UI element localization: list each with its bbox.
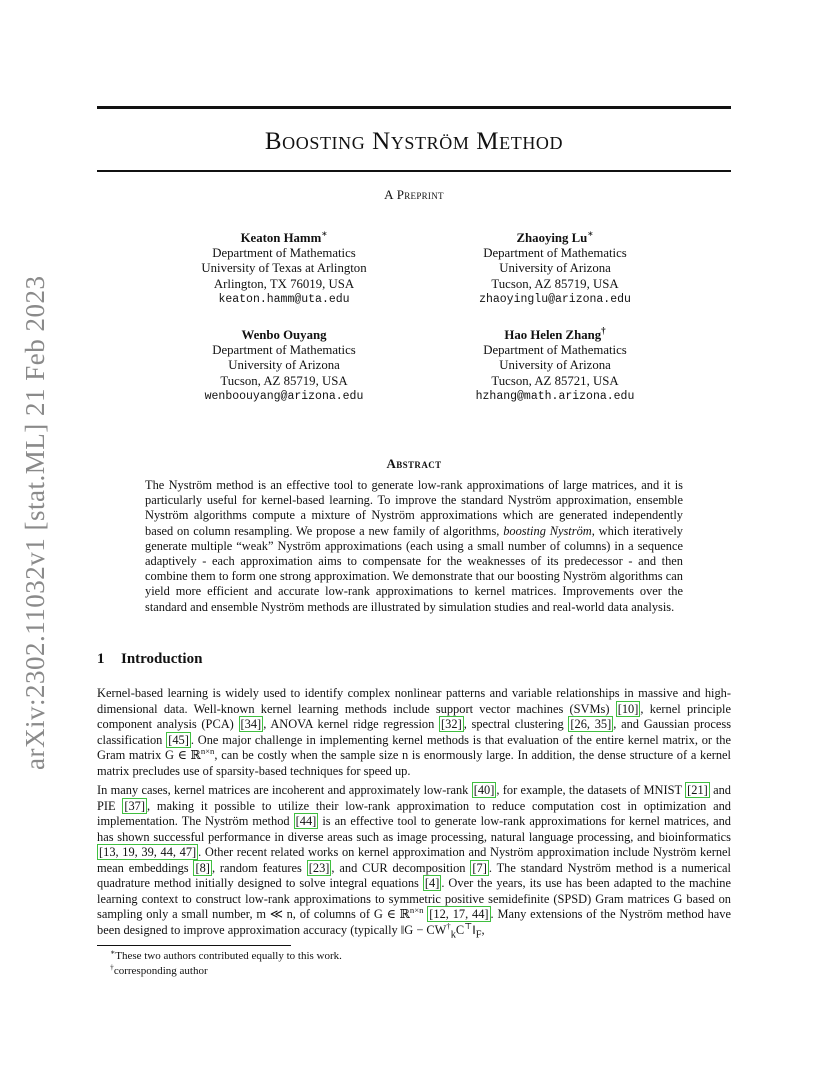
author-university: University of Arizona — [499, 358, 611, 373]
paper-title: Boosting Nyström Method — [264, 128, 564, 155]
author-block — [425, 325, 685, 404]
section-number: 1 — [97, 651, 105, 667]
author-department: Department of Mathematics — [483, 246, 627, 261]
footnote-rule — [97, 945, 291, 946]
citation-link[interactable]: [45] — [168, 732, 189, 747]
author-university: University of Arizona — [499, 261, 611, 276]
body-paragraph: In many cases, kernel matrices are incoherent and approximately low-rank [40] , for example, the datasets of MNIST [21] and PIE [37] , making it possible to utilize their low-rank approximation to reduce computation cost in optimization and implementation. The Nyström method [44] is an effective tool to generate low-rank approximations for kernel matrices, and has shown successful performance in diverse areas such as image processing, natural language processing, and bioinformatics [13, 19, 39, 44, 47] . Other recent related works on kernel approximation and Nyström approximation include Nyström kernel mean embeddings [8] , random features [23] , and CUR decomposition [7] . The standard Nyström method is a numerical quadrature method initially designed to solve integral equations [4] . Over the years, its use has been adapted to the machine learning context to construct low-rank approximations to symmetric positive semidefinite (SPSD) Gram matrices G based on sampling only a small number, m ≪ n, of columns of G ∈ ℝ$^{n\times n}$ [12, 17, 44] . Many extensions of the Nyström method have been designed to improve approximation accuracy (typically ‖G − $CW^\dagger_kC^⊤‖_F$, — [97, 783, 731, 940]
citation-link[interactable]: [37] — [124, 798, 145, 813]
author-name: Keaton Hamm∗ — [240, 228, 328, 245]
section-title: Introduction — [121, 651, 203, 667]
preprint-label: A Preprint — [384, 187, 444, 202]
footnote: †corresponding author — [110, 962, 208, 977]
author-email[interactable]: keaton.hamm@uta.edu — [218, 292, 350, 306]
author-block — [425, 228, 685, 307]
citation-link[interactable]: [34] — [240, 717, 262, 731]
citation-link[interactable]: [7] — [472, 860, 487, 875]
citation-link[interactable]: [21] — [687, 783, 708, 797]
section-heading — [97, 651, 202, 668]
citation-link[interactable]: [4] — [424, 876, 440, 890]
author-university: University of Arizona — [228, 358, 340, 373]
author-email[interactable]: wenboouyang@arizona.edu — [204, 389, 364, 403]
citation-link[interactable]: [32] — [441, 717, 462, 731]
author-block — [154, 228, 414, 307]
body-paragraph: Kernel-based learning is widely used to identify complex nonlinear patterns and variable relationships in massive and high-dimensional data. Well-known kernel learning methods include support vector machines (SVMs) [10] , kernel principle component analysis (PCA) [34] , ANOVA kernel ridge regression [32] , spectral clustering [26, 35] , and Gaussian process classification [45] . One major challenge in implementing kernel methods is that evaluation of the entire kernel matrix, or the Gram matrix G ∈ ℝ$^{n\times n}$, can be costly when the sample size n is enormously large. In addition, the dense structure of a kernel matrix precludes use of sparsity-based techniques for speed up. — [97, 686, 732, 778]
author-block — [154, 328, 414, 404]
author-email[interactable]: zhaoyinglu@arizona.edu — [479, 292, 631, 306]
citation-link[interactable]: [13, 19, 39, 44, 47] — [99, 845, 197, 859]
title-rule-top — [97, 106, 731, 109]
author-address: Arlington, TX 76019, USA — [213, 276, 355, 291]
author-address: Tucson, AZ 85719, USA — [220, 373, 348, 388]
citation-link[interactable]: [26, 35] — [570, 717, 612, 731]
arxiv-sidebar-stamp: arXiv:2302.11032v1 [stat.ML] 21 Feb 2023 — [20, 275, 50, 770]
citation-link[interactable]: [44] — [295, 814, 317, 828]
abstract-text: The Nyström method is an effective tool to generate low-rank approximations of large matrices, and it is particularly useful for kernel-based learning. To improve the standard Nyström approximation, ensemble Nyström algorithms compute a mixture of Nyström approximations which are generated independently based on column resampling. We propose a new family of algorithms, boosting Nyström, which iteratively generate multiple “weak” Nyström approximations (each using a small number of columns) in a sequence adaptively - each approximation aims to compensate for the weaknesses of its predecessor - and then combine them to form one strong approximation. We demonstrate that our boosting Nyström algorithms can yield more efficient and accurate low-rank approximations to kernel matrices. Improvements over the standard and ensemble Nyström methods are illustrated by simulation studies and real-world data analysis. — [145, 478, 683, 614]
title-rule-bottom — [97, 170, 731, 172]
author-university: University of Texas at Arlington — [201, 261, 367, 276]
author-department: Department of Mathematics — [212, 343, 356, 358]
author-department: Department of Mathematics — [212, 246, 356, 261]
abstract-heading: Abstract — [386, 456, 442, 471]
author-address: Tucson, AZ 85719, USA — [491, 276, 619, 291]
footnote: ∗These two authors contributed equally to this work. — [110, 947, 342, 962]
author-address: Tucson, AZ 85721, USA — [491, 373, 619, 388]
author-name: Wenbo Ouyang — [241, 328, 327, 342]
author-department: Department of Mathematics — [483, 343, 627, 358]
citation-link[interactable]: [12, 17, 44] — [429, 907, 489, 921]
citation-link[interactable]: [10] — [617, 701, 639, 716]
author-name: Hao Helen Zhang† — [504, 325, 606, 342]
author-email[interactable]: hzhang@math.arizona.edu — [475, 389, 635, 403]
citation-link[interactable]: [8] — [195, 860, 210, 875]
citation-link[interactable]: [23] — [308, 860, 330, 875]
author-name: Zhaoying Lu∗ — [516, 228, 594, 245]
citation-link[interactable]: [40] — [473, 783, 495, 797]
